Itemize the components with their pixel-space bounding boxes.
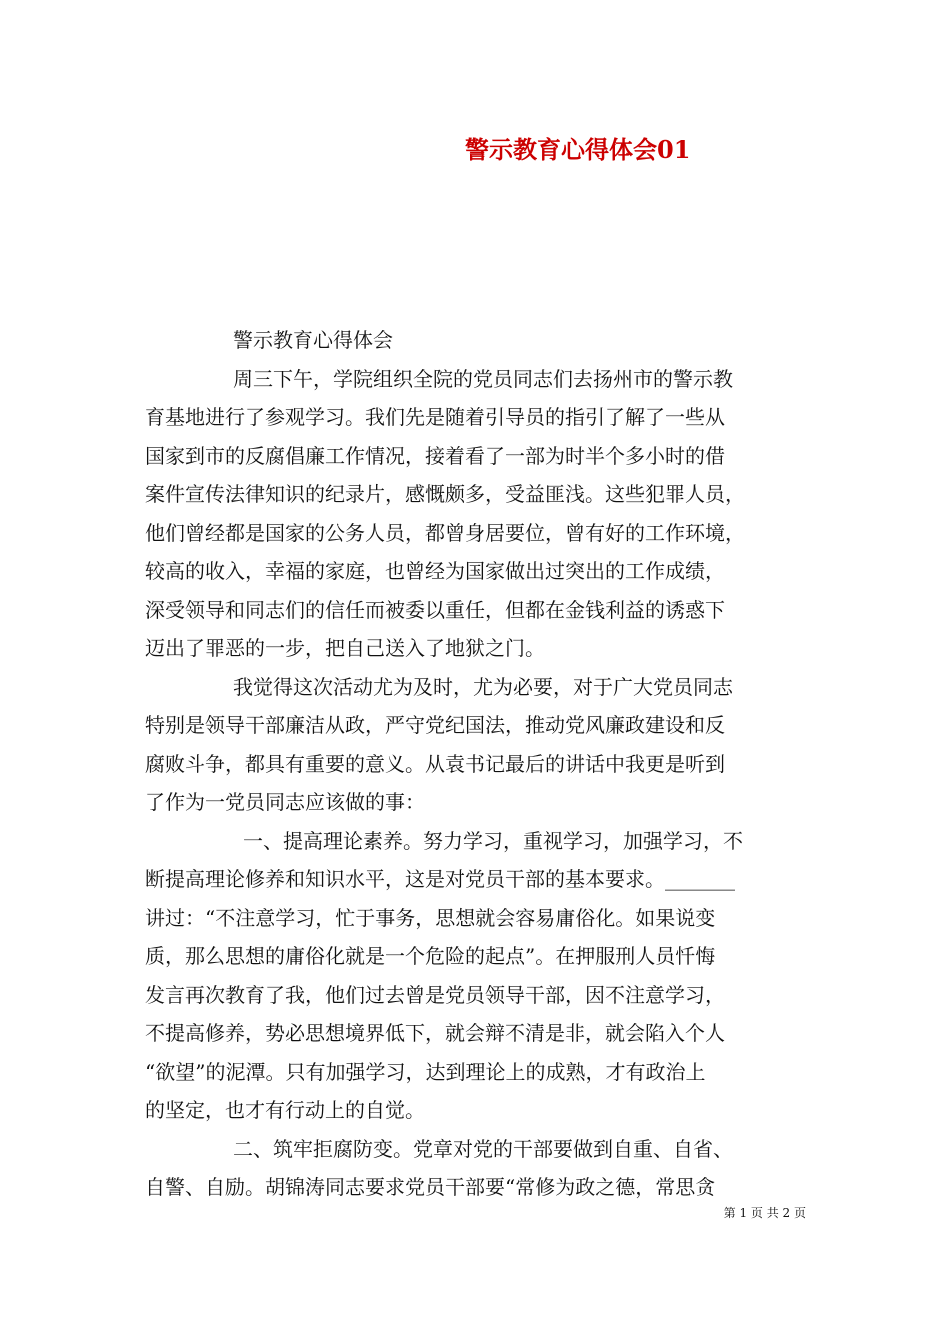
paragraph-line: 了作为一党员同志应该做的事： [145,790,425,814]
paragraph-line: 他们曾经都是国家的公务人员，都曾身居要位，曾有好的工作环境， [145,520,745,545]
paragraph-line: 迈出了罪恶的一步，把自己送入了地狱之门。 [145,636,545,660]
paragraph-4 [145,1130,807,1207]
paragraph-line: 质，那么思想的庸俗化就是一个危险的起点”。在押服刑人员忏悔 [145,944,716,968]
paragraph-line: 国家到市的反腐倡廉工作情况，接着看了一部为时半个多小时的借 [145,443,725,468]
paragraph-line: 发言再次教育了我，他们过去曾是党员领导干部，因不注意学习， [145,982,725,1007]
paragraph-line: 自警、自励。胡锦涛同志要求党员干部要“常修为政之德，常思贪 [145,1175,716,1199]
paragraph-3 [145,822,807,1130]
paragraph-line: 案件宣传法律知识的纪录片，感慨颇多，受益匪浅。这些犯罪人员， [145,482,745,506]
document-body [145,321,807,1207]
paragraph-line: 断提高理论修养和知识水平，这是对党员干部的基本要求。_______ [145,867,735,891]
paragraph-line: 周三下午，学院组织全院的党员同志们去扬州市的警示教 [233,366,733,391]
paragraph-line: “欲望”的泥潭。只有加强学习，达到理论上的成熟，才有政治上 [145,1059,706,1084]
paragraph-line: 较高的收入，幸福的家庭，也曾经为国家做出过突出的工作成绩， [145,559,725,583]
document-title-text: 警示教育心得体会01 [465,135,691,164]
paragraph-line: 育基地进行了参观学习。我们先是随着引导员的指引了解了一些从 [145,405,725,429]
page-number-footer: 第 1 页 共 2 页 [723,1206,806,1220]
paragraph-line: 我觉得这次活动尤为及时，尤为必要，对于广大党员同志 [233,674,733,699]
paragraph-line: 讲过：“不注意学习，忙于事务，思想就会容易庸俗化。如果说变 [145,905,716,930]
paragraph-1 [145,360,807,668]
paragraph-line: 腐败斗争，都具有重要的意义。从袁书记最后的讲话中我更是听到 [145,751,725,776]
paragraph-line: 深受领导和同志们的信任而被委以重任，但都在金钱利益的诱惑下 [145,597,725,622]
paragraph-line: 二、筑牢拒腐防变。党章对党的干部要做到自重、自省、 [233,1136,733,1161]
paragraph-2 [145,668,807,822]
document-title [0,132,950,168]
document-subtitle: 警示教育心得体会 [233,328,393,352]
paragraph-line: 的坚定，也才有行动上的自觉。 [145,1098,425,1122]
paragraph-line: 一、提高理论素养。努力学习，重视学习，加强学习，不 [243,828,743,853]
paragraph-line: 特别是领导干部廉洁从政，严守党纪国法，推动党风廉政建设和反 [145,713,725,737]
paragraph-line: 不提高修养，势必思想境界低下，就会辩不清是非，就会陷入个人 [145,1021,725,1045]
